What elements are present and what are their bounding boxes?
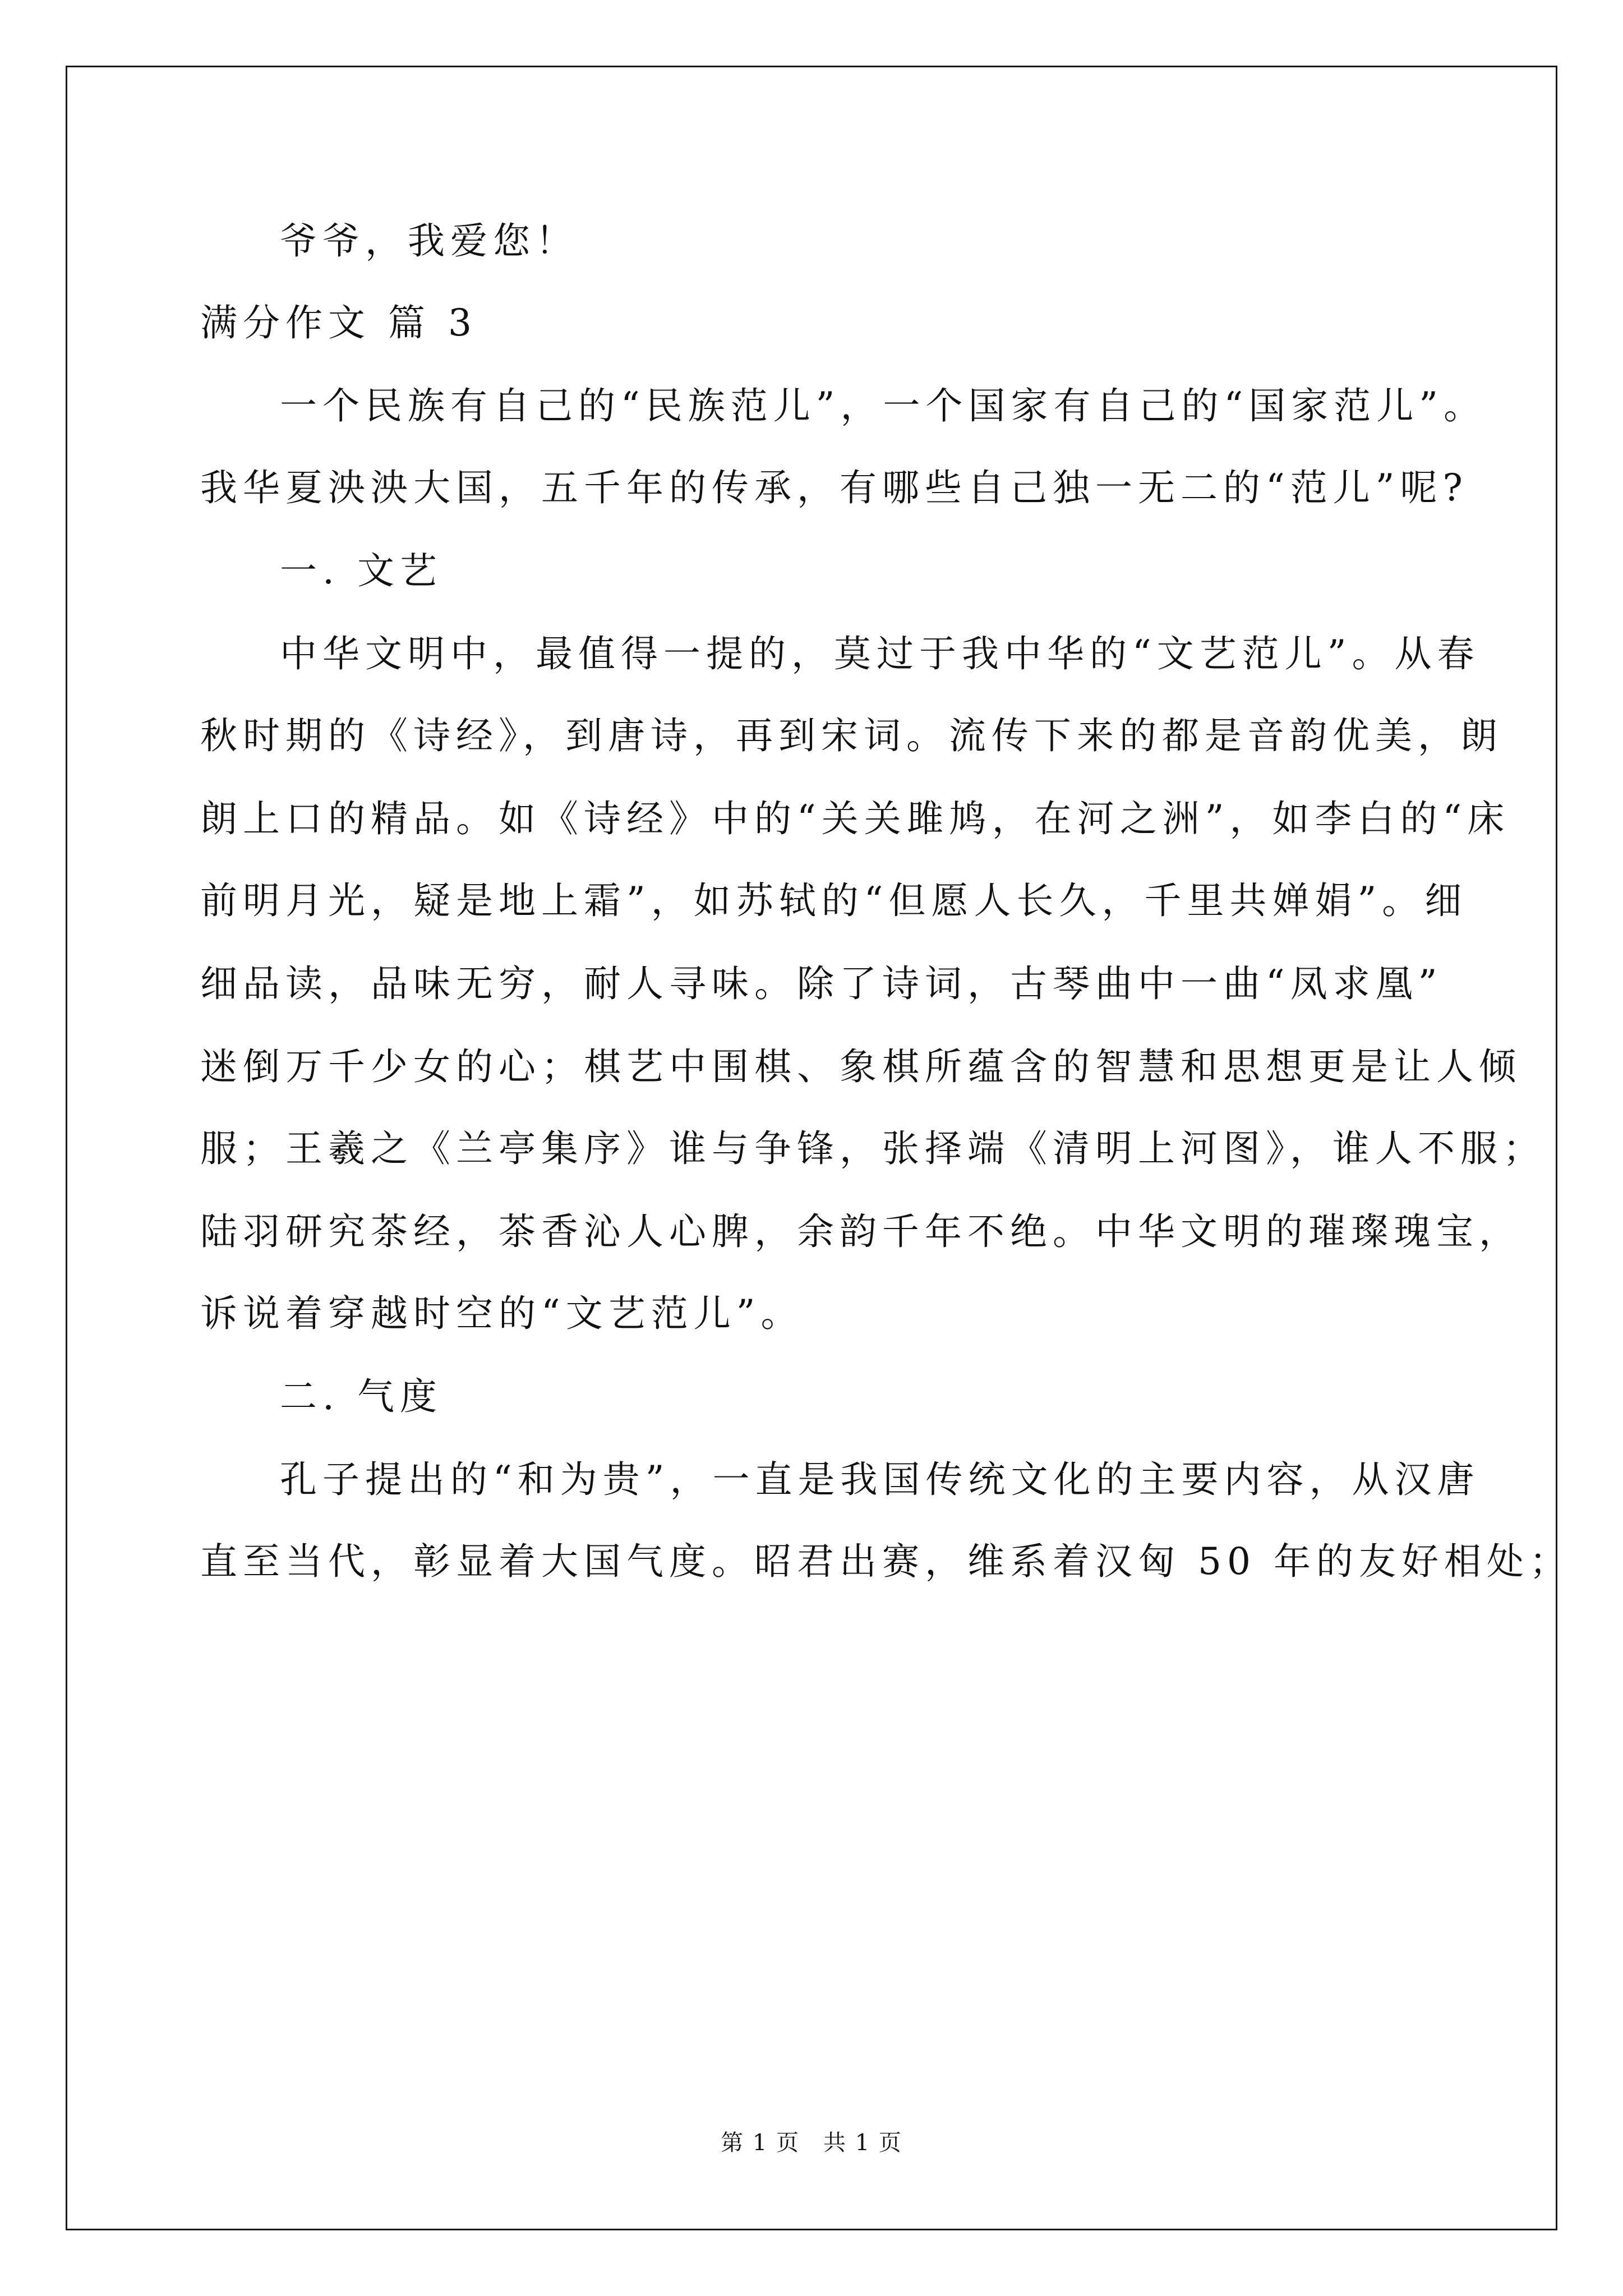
paragraph-line: 细品读，品味无穷，耐人寻味。除了诗词，古琴曲中一曲“凤求凰”: [200, 962, 1443, 1005]
paragraph-line: 秋时期的《诗经》，到唐诗，再到宋词。流传下来的都是音韵优美，朗: [200, 714, 1503, 757]
paragraph-line: 我华夏泱泱大国，五千年的传承，有哪些自己独一无二的“范儿”呢?: [200, 466, 1468, 509]
paragraph-line: 陆羽研究茶经，茶香沁人心脾，余韵千年不绝。中华文明的璀璨瑰宝，: [200, 1210, 1521, 1253]
paragraph-line: 迷倒万千少女的心；棋艺中围棋、象棋所蕴含的智慧和思想更是让人倾: [200, 1045, 1521, 1088]
page-footer: 第 1 页 共 1 页: [721, 2130, 902, 2156]
subheading-arts: 一. 文艺: [280, 549, 442, 592]
paragraph-line: 一个民族有自己的“民族范儿”，一个国家有自己的“国家范儿”。: [280, 384, 1486, 427]
paragraph-line: 中华文明中，最值得一提的，莫过于我中华的“文艺范儿”。从春: [280, 632, 1480, 675]
paragraph-line: 服；王羲之《兰亭集序》谁与争锋，张择端《清明上河图》，谁人不服；: [200, 1127, 1546, 1170]
paragraph-line: 爷爷，我爱您！: [280, 219, 578, 263]
paragraph-line: 直至当代，彰显着大国气度。昭君出赛，维系着汉匈 50 年的友好相处；: [200, 1540, 1572, 1583]
paragraph-line: 前明月光，疑是地上霜”，如苏轼的“但愿人长久，千里共婵娟”。细: [200, 879, 1468, 922]
paragraph-line: 诉说着穿越时空的“文艺范儿”。: [200, 1292, 804, 1335]
subheading-demeanor: 二. 气度: [280, 1375, 442, 1418]
section-heading: 满分作文 篇 3: [200, 301, 477, 344]
paragraph-line: 孔子提出的“和为贵”，一直是我国传统文化的主要内容，从汉唐: [280, 1458, 1480, 1501]
paragraph-line: 朗上口的精品。如《诗经》中的“关关雎鸠，在河之洲”，如李白的“床: [200, 797, 1510, 840]
